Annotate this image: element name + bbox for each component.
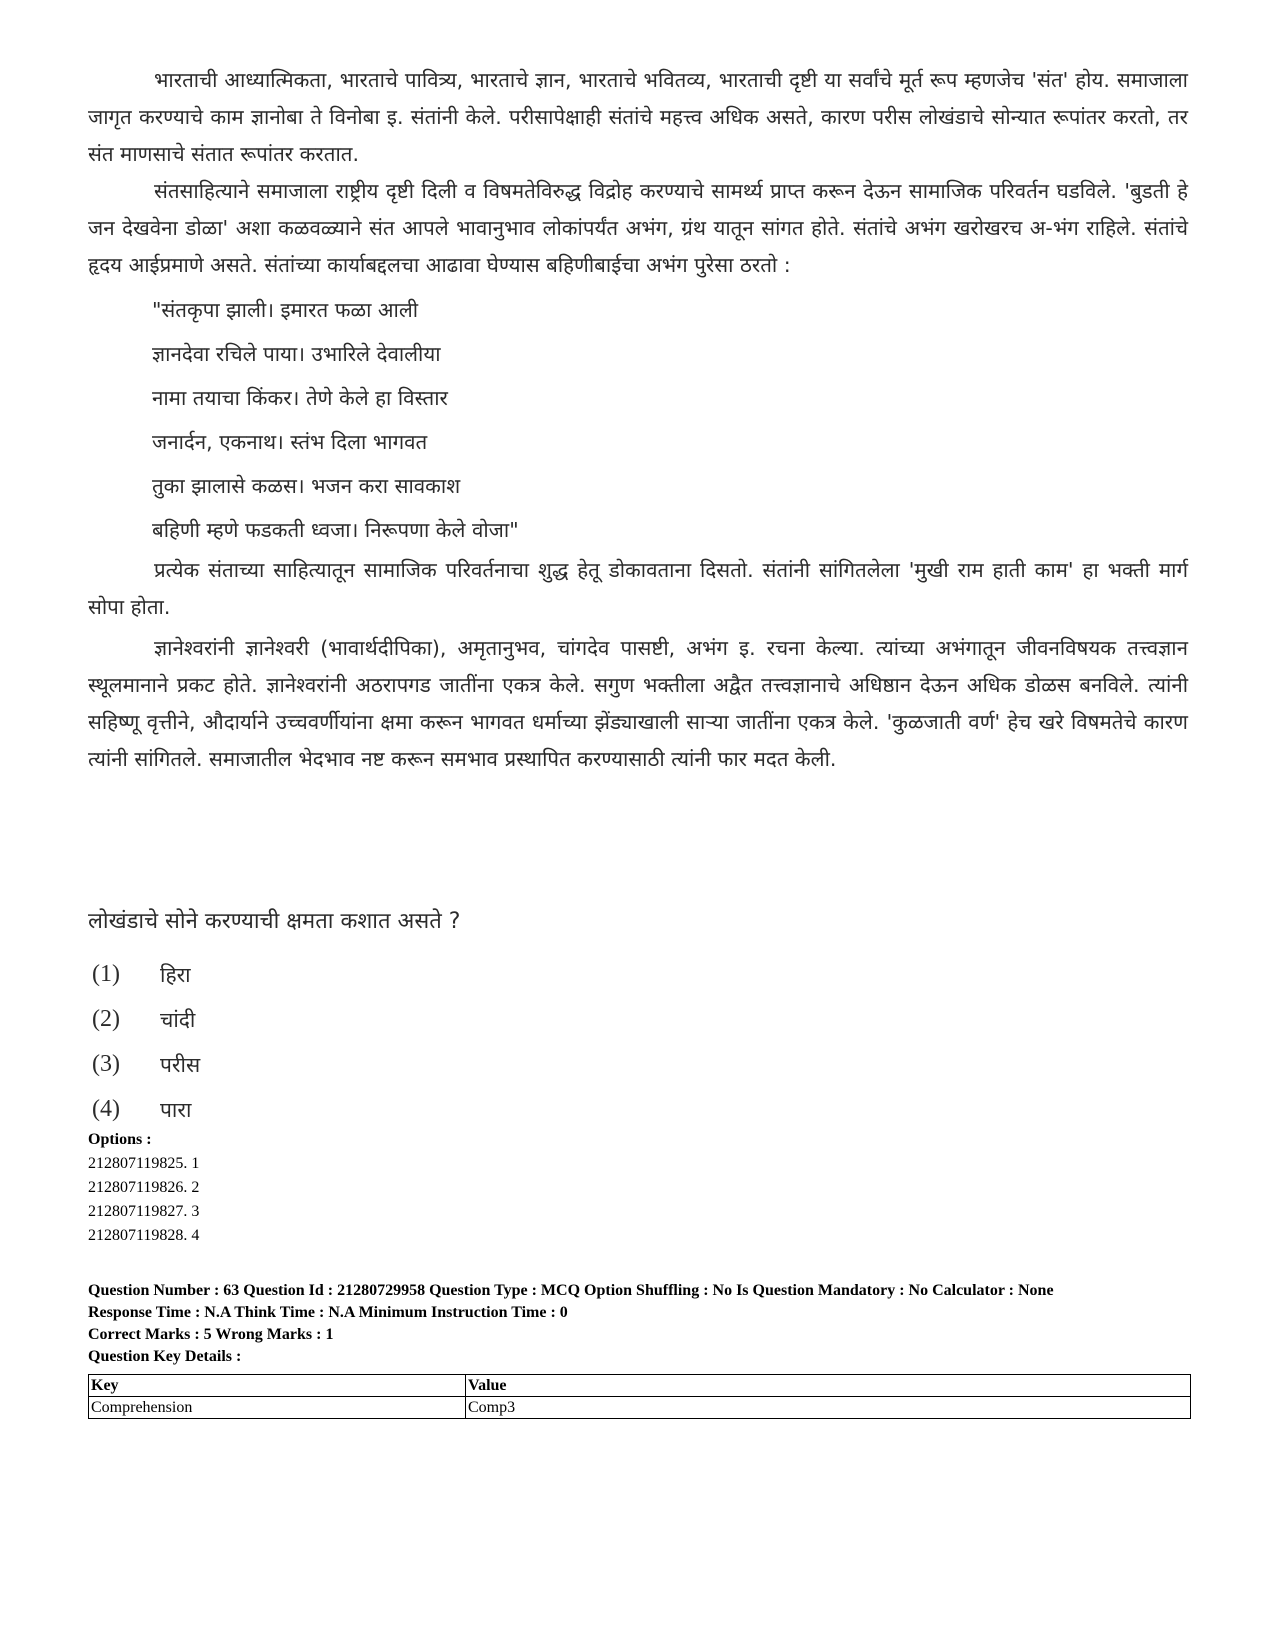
choice-text: परीस	[160, 1052, 201, 1077]
header-key: Key	[89, 1375, 466, 1397]
poem-line: ज्ञानदेवा रचिले पाया। उभारिले देवालीया	[152, 342, 441, 366]
meta-time-info: Response Time : N.A Think Time : N.A Minimum Instruction Time : 0	[88, 1304, 568, 1321]
meta-marks: Correct Marks : 5 Wrong Marks : 1	[88, 1326, 334, 1343]
poem-line: "संतकृपा झाली। इमारत फळा आली	[152, 298, 419, 322]
choice-number: (1)	[92, 961, 120, 987]
question-key-table	[88, 1374, 1191, 1419]
choice-number: (3)	[92, 1051, 120, 1077]
cell-value: Comp3	[466, 1397, 1191, 1419]
poem-line: नामा तयाचा किंकर। तेणे केले हा विस्तार	[152, 386, 448, 410]
answer-choice	[92, 997, 200, 1042]
question-meta	[88, 1280, 1188, 1368]
choice-text: चांदी	[160, 1007, 196, 1032]
poem-line: बहिणी म्हणे फडकती ध्वजा। निरूपणा केले वोजा"	[152, 518, 519, 542]
meta-question-info: Question Number : 63 Question Id : 21280729958 Question Type : MCQ Option Shuffling : No Is Question Mandatory : No Calculator : None	[88, 1282, 1054, 1299]
question-text: लोखंडाचे सोने करण्याची क्षमता कशात असते ?	[88, 909, 461, 934]
option-id: 212807119825. 1	[88, 1155, 200, 1172]
passage-paragraph: भारताची आध्यात्मिकता, भारताचे पावित्र्य, भारताचे ज्ञान, भारताचे भवितव्य, भारताची दृष्टी या सर्वांचे मूर्त रूप म्हणजेच 'संत' होय. समाजाला जागृत करण्याचे काम ज्ञानोबा ते विनोबा इ. संतांनी केले. परीसापेक्षाही संतांचे महत्त्व अधिक असते, कारण परीस लोखंडाचे सोन्यात रूपांतर करतो, तर संत माणसाचे संतात रूपांतर करतात.	[88, 68, 1188, 166]
answer-choice	[92, 1042, 200, 1087]
meta-key-details-label: Question Key Details :	[88, 1348, 242, 1365]
choice-text: पारा	[160, 1097, 192, 1122]
choice-text: हिरा	[160, 962, 191, 987]
answer-choice	[92, 952, 200, 997]
passage-paragraph: ज्ञानेश्वरांनी ज्ञानेश्वरी (भावार्थदीपिका), अमृतानुभव, चांगदेव पासष्टी, अभंग इ. रचना केल्या. त्यांच्या अभंगातून जीवनविषयक तत्त्वज्ञान स्थूलमानाने प्रकट होते. ज्ञानेश्वरांनी अठरापगड जातींना एकत्र केले. सगुण भक्तीला अद्वैत तत्त्वज्ञानाचे अधिष्ठान देऊन अधिक डोळस बनविले. त्यांनी सहिष्णू वृत्तीने, औदार्याने उच्चवर्णीयांना क्षमा करून भागवत धर्माच्या झेंड्याखाली साऱ्या जातींना एकत्र केले. 'कुळजाती वर्ण' हेच खरे विषमतेचे कारण त्यांनी सांगितले. समाजातील भेदभाव नष्ट करून समभाव प्रस्थापित करण्यासाठी त्यांनी फार मदत केली.	[88, 636, 1188, 771]
poem-line: तुका झालासे कळस। भजन करा सावकाश	[152, 474, 461, 498]
option-id: 212807119826. 2	[88, 1179, 200, 1196]
passage-paragraph: प्रत्येक संताच्या साहित्यातून सामाजिक परिवर्तनाचा शुद्ध हेतू डोकावताना दिसतो. संतांनी सांगितलेला 'मुखी राम हाती काम' हा भक्ती मार्ग सोपा होता.	[88, 558, 1188, 619]
option-id: 212807119828. 4	[88, 1227, 200, 1244]
passage-paragraph: संतसाहित्याने समाजाला राष्ट्रीय दृष्टी दिली व विषमतेविरुद्ध विद्रोह करण्याचे सामर्थ्य प्राप्त करून देऊन सामाजिक परिवर्तन घडविले. 'बुडती हे जन देखवेना डोळा' अशा कळवळ्याने संत आपले भावानुभाव लोकांपर्यंत अभंग, ग्रंथ यातून सांगत होते. संतांचे अभंग खरोखरच अ-भंग राहिले. संतांचे हृदय आईप्रमाणे असते. संतांच्या कार्याबद्दलचा आढावा घेण्यास बहिणीबाईचा अभंग पुरेसा ठरतो :	[88, 179, 1188, 277]
cell-key: Comprehension	[89, 1397, 466, 1419]
option-id: 212807119827. 3	[88, 1203, 200, 1220]
comprehension-passage	[88, 62, 1188, 778]
options-header: Options :	[88, 1131, 152, 1148]
choice-number: (4)	[92, 1096, 120, 1122]
option-ids	[88, 1128, 199, 1248]
poem-line: जनार्दन, एकनाथ। स्तंभ दिला भागवत	[152, 430, 428, 454]
answer-choice	[92, 1087, 200, 1132]
header-value: Value	[466, 1375, 1191, 1397]
table-row	[89, 1397, 1191, 1419]
choice-number: (2)	[92, 1006, 120, 1032]
answer-choices	[92, 952, 200, 1132]
table-header-row	[89, 1375, 1191, 1397]
